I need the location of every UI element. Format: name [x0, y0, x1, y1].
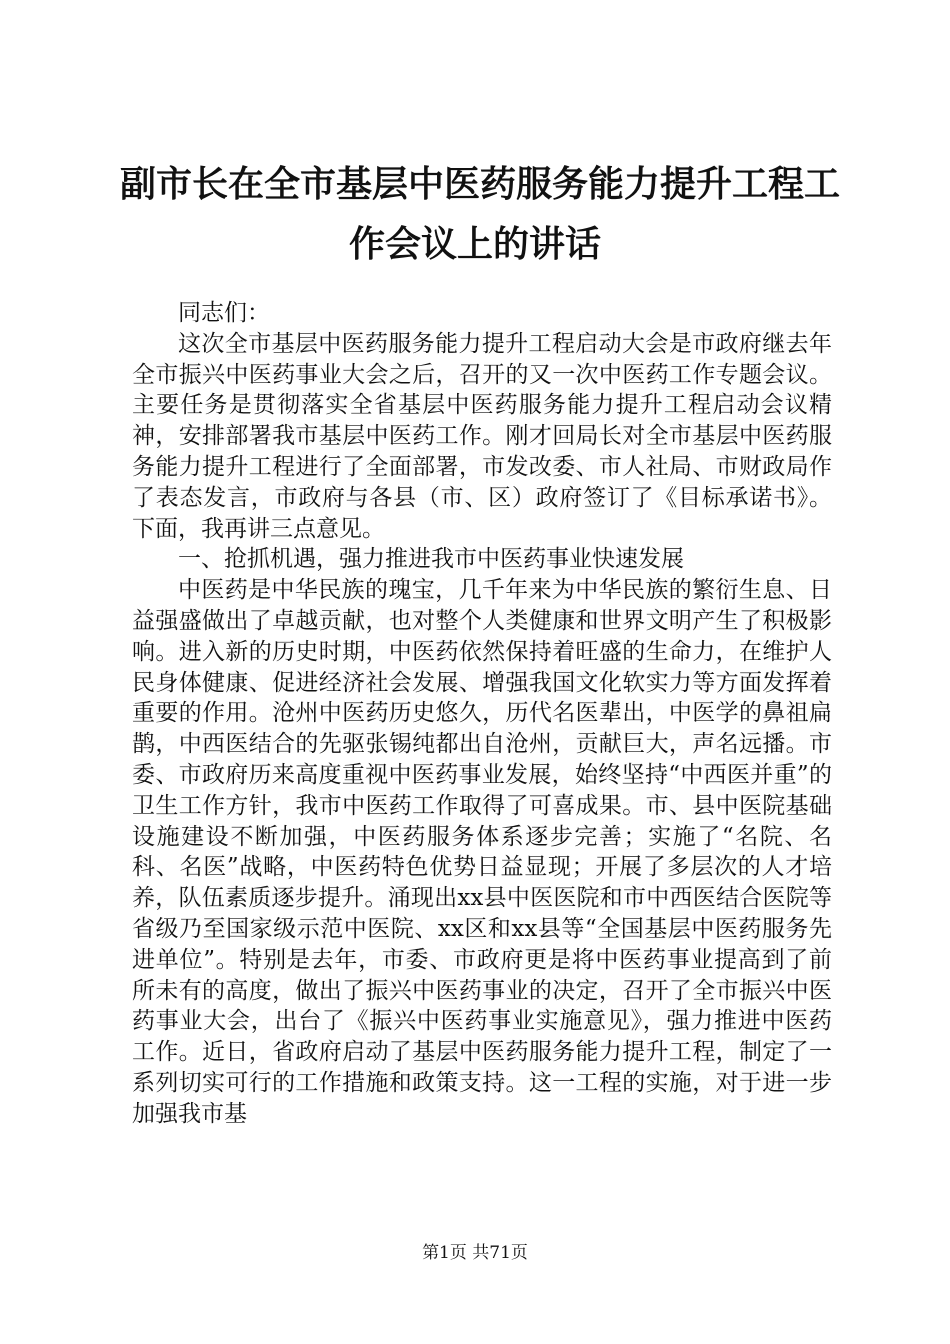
document-title-line-1: 副市长在全市基层中医药服务能力提升工程工 — [120, 163, 841, 205]
document-body — [132, 298, 832, 1130]
body-paragraph: 这次全市基层中医药服务能力提升工程启动大会是市政府继去年全市振兴中医药事业大会之后，召开的又一次中医药工作专题会议。主要任务是贯彻落实全省基层中医药服务能力提升工程启动会议精神，安排部署我市基层中医药工作。刚才回局长对全市基层中医药服务能力提升工程进行了全面部署，市发改委、市人社局、市财政局作了表态发言，市政府与各县（市、区）政府签订了《目标承诺书》。下面，我再讲三点意见。 — [132, 330, 832, 542]
salutation: 同志们： — [178, 300, 270, 326]
body-paragraph: 中医药是中华民族的瑰宝，几千年来为中华民族的繁衍生息、日益强盛做出了卓越贡献，也对整个人类健康和世界文明产生了积极影响。进入新的历史时期，中医药依然保持着旺盛的生命力，在维护人民身体健康、促进经济社会发展、增强我国文化软实力等方面发挥着重要的作用。沧州中医药历史悠久，历代名医辈出，中医学的鼻祖扁鹊，中西医结合的先驱张锡纯都出自沧州，贡献巨大，声名远播。市委、市政府历来高度重视中医药事业发展，始终坚持“中西医并重”的卫生工作方针，我市中医药工作取得了可喜成果。市、县中医院基础设施建设不断加强，中医药服务体系逐步完善；实施了“名院、名科、名医”战略，中医药特色优势日益显现；开展了多层次的人才培养，队伍素质逐步提升。涌现出xx县中医医院和市中西医结合医院等省级乃至国家级示范中医院、xx区和xx县等“全国基层中医药服务先进单位”。特别是去年，市委、市政府更是将中医药事业提高到了前所未有的高度，做出了振兴中医药事业的决定，召开了全市振兴中医药事业大会，出台了《振兴中医药事业实施意见》，强力推进中医药工作。近日，省政府启动了基层中医药服务能力提升工程，制定了一系列切实可行的工作措施和政策支持。这一工程的实施，对于进一步加强我市基 — [132, 577, 832, 1127]
document-title-line-2: 作会议上的讲话 — [348, 223, 601, 265]
page-number-footer: 第1页 共71页 — [422, 1243, 528, 1263]
section-heading: 一、抢抓机遇，强力推进我市中医药事业快速发展 — [178, 546, 684, 573]
